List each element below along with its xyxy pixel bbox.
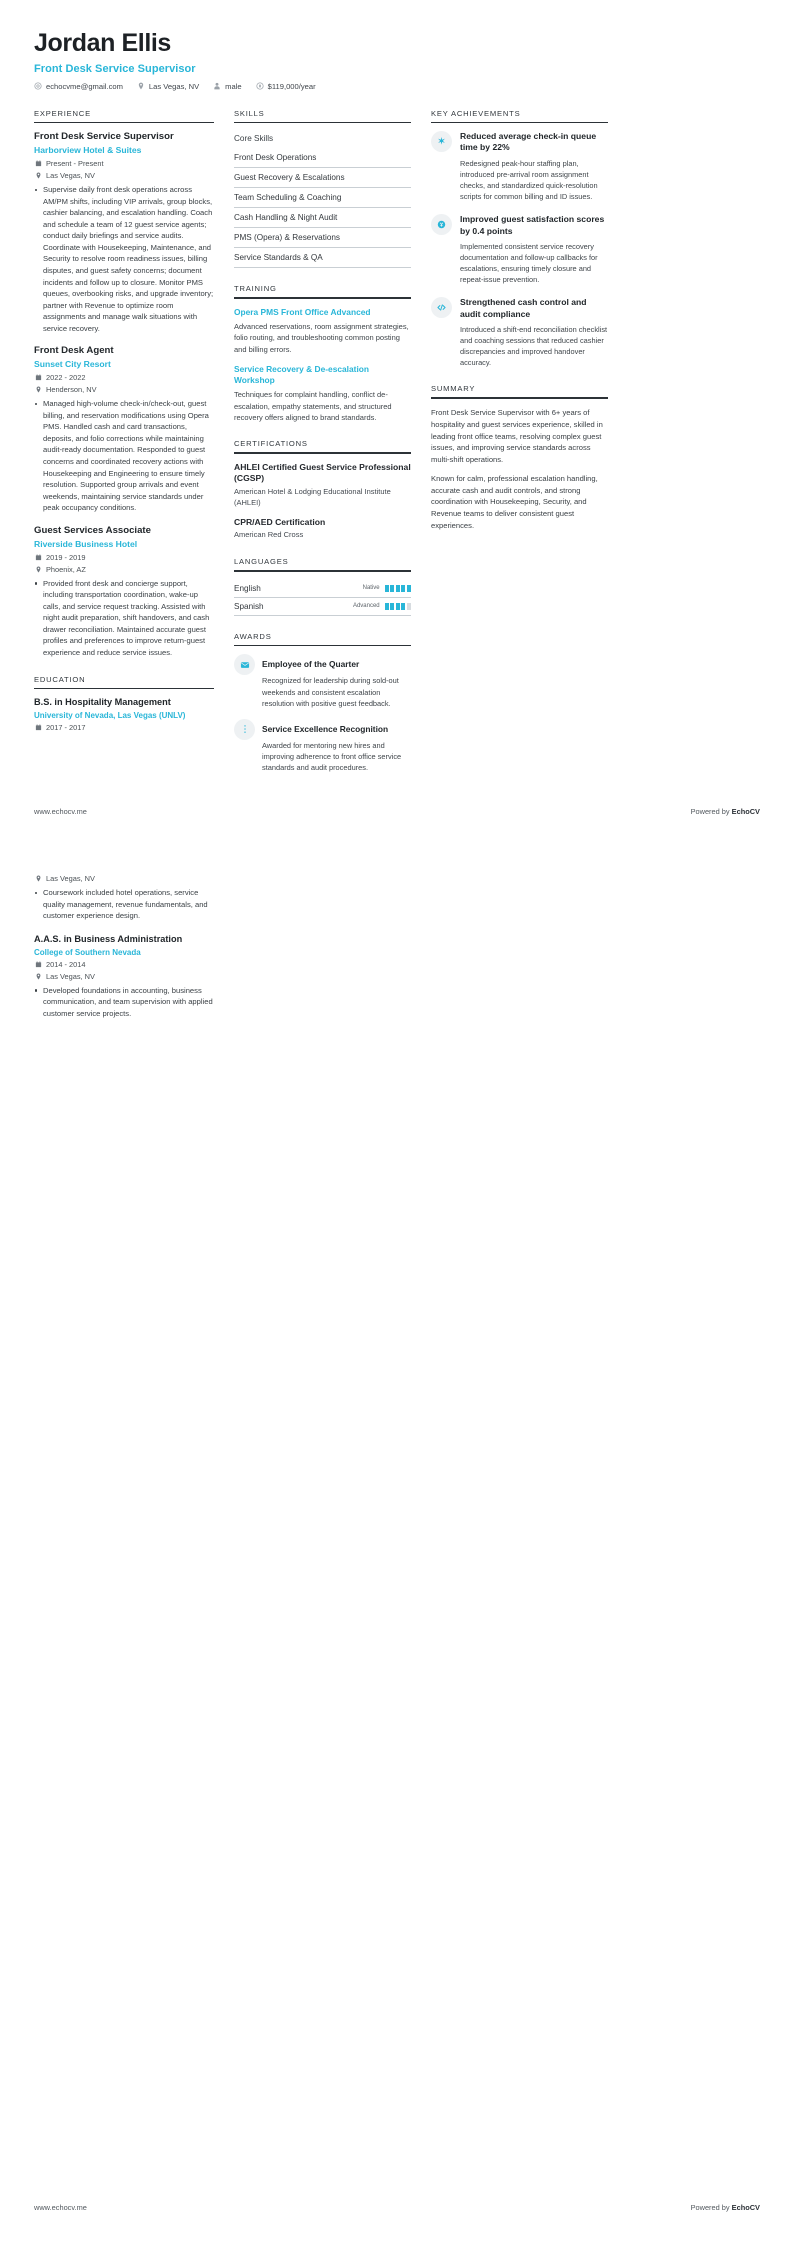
certifications-section-rule (234, 452, 411, 454)
education-section-rule (34, 688, 214, 690)
job-title: Front Desk Service Supervisor (34, 131, 174, 143)
summary-section (431, 384, 608, 531)
job-location-value: Phoenix, AZ (46, 564, 86, 574)
award-body (262, 654, 411, 708)
education-section-title: EDUCATION (34, 674, 86, 684)
education-degree: A.A.S. in Business Administration (34, 933, 183, 944)
training-title[interactable]: Opera PMS Front Office Advanced (234, 306, 371, 317)
summary-section-rule (431, 397, 608, 399)
page-two-education-continued (34, 874, 214, 1019)
award-title: Employee of the Quarter (262, 659, 360, 670)
footer-brand-name: EchoCV (731, 807, 760, 817)
location-icon (34, 565, 42, 573)
resume-header (34, 30, 760, 91)
location-icon (34, 386, 42, 394)
footer-brand (691, 2203, 760, 2212)
job-bullet: Supervise daily front desk operations across AM/PM shifts, including VIP arrivals, group blocks, cashier balancing, and escalation handling. Coach and schedule a team of 12 guest service agents; conduct daily briefings and service audits. Coordinate with Housekeeping, Maintenance, and Security to resolve room readiness issues, billing disputes, and guest safety concerns; document incidents and follow up to closure. Monitor PMS queues, overbooking risks, and upgrade inventory; partner with Revenue to optimize room assignments and manage walk situations with service recovery. (34, 184, 214, 334)
job-bullet: Provided front desk and concierge support, including transportation coordination, wake-up calls, and service request tracking. Assisted with night audit preparation, shift handovers, and cash drawer reconciliation. Maintained accurate guest profiles and preferences to improve return-guest experience and reduce service issues. (34, 578, 214, 659)
language-level: Native (362, 585, 380, 592)
training-title[interactable]: Service Recovery & De-escalation Workshop (234, 363, 370, 386)
job-location-value: Las Vegas, NV (46, 171, 95, 181)
award-entry (234, 654, 411, 708)
education-entry-continued (34, 874, 214, 922)
language-rating (353, 603, 411, 610)
language-dots (385, 585, 411, 592)
job-dates (34, 553, 214, 562)
language-dots (385, 603, 411, 610)
award-entry (234, 719, 411, 773)
education-bullets (34, 887, 214, 922)
certification-entry (234, 517, 411, 541)
job-dates-value: Present - Present (46, 159, 104, 169)
contact-gender-value: male (225, 81, 242, 91)
education-location-value: Las Vegas, NV (46, 874, 95, 884)
summary-paragraph: Front Desk Service Supervisor with 6+ years of hospitality and guest services experience, skilled in leading front office teams, resolving complex guest issues, and improving service standards across multi-shift operations. (431, 408, 603, 465)
languages-section-rule (234, 570, 411, 572)
education-entry (34, 934, 214, 1020)
experience-entry (34, 525, 214, 659)
footer-website[interactable]: www.echocv.me (34, 2203, 87, 2212)
training-section-title: TRAINING (234, 284, 277, 294)
achievement-body (460, 214, 608, 285)
education-dates-value: 2014 - 2014 (46, 959, 86, 969)
education-location (34, 874, 214, 883)
awards-section (234, 632, 411, 773)
education-entry (34, 697, 214, 732)
language-name: English (234, 583, 261, 593)
certifications-section-title: CERTIFICATIONS (234, 439, 308, 449)
experience-section (34, 109, 214, 659)
job-dates-value: 2022 - 2022 (46, 373, 86, 383)
right-column (431, 109, 608, 548)
code-icon (431, 297, 452, 318)
experience-section-title: EXPERIENCE (34, 108, 91, 118)
footer-powered-prefix: Powered by (690, 807, 732, 817)
contact-location (137, 82, 199, 91)
calendar-icon (34, 160, 42, 168)
page-two (0, 874, 794, 1019)
job-title: Front Desk Agent (34, 345, 114, 357)
job-dates-value: 2019 - 2019 (46, 552, 86, 562)
job-company[interactable]: Harborview Hotel & Suites (34, 145, 142, 156)
education-bullet: Coursework included hotel operations, service quality management, revenue fundamentals, and customer experience design. (34, 887, 214, 922)
training-section-rule (234, 297, 411, 299)
job-company[interactable]: Sunset City Resort (34, 359, 111, 370)
location-icon (34, 875, 42, 883)
achievement-title: Strengthened cash control and audit compliance (460, 297, 587, 319)
calendar-icon (34, 374, 42, 382)
calendar-icon (34, 724, 42, 732)
job-company[interactable]: Riverside Business Hotel (34, 538, 138, 549)
languages-section (234, 557, 411, 616)
award-envelope-icon (234, 654, 255, 675)
certification-title: AHLEI Certified Guest Service Professional (CGSP) (234, 461, 411, 484)
three-column-layout (34, 109, 760, 790)
key-achievements-section (431, 109, 608, 369)
person-icon (213, 82, 221, 90)
education-school[interactable]: University of Nevada, Las Vegas (UNLV) (34, 711, 186, 721)
page-one (0, 0, 794, 816)
contact-email (34, 82, 123, 91)
achievement-description: Implemented consistent service recovery documentation and follow-up callbacks for escalations, ensuring timely closure and repeat-issue prevention. (460, 241, 598, 285)
footer-brand-name: EchoCV (731, 2203, 760, 2212)
award-body (262, 719, 411, 773)
education-degree: B.S. in Hospitality Management (34, 697, 171, 708)
job-location (34, 385, 214, 394)
language-rating (363, 585, 411, 592)
achievement-entry (431, 297, 608, 368)
skill-item: Cash Handling & Night Audit (234, 208, 411, 228)
certification-entry (234, 462, 411, 509)
education-dates (34, 960, 214, 969)
job-bullets (34, 184, 214, 334)
location-icon (34, 172, 42, 180)
job-bullets (34, 578, 214, 659)
achievement-entry (431, 131, 608, 202)
skill-item: Service Standards & QA (234, 248, 411, 268)
email-icon (34, 82, 42, 90)
footer-website[interactable]: www.echocv.me (34, 807, 87, 817)
training-entry (234, 307, 411, 355)
achievement-title: Reduced average check-in queue time by 22% (460, 131, 597, 153)
summary-section-title: SUMMARY (431, 384, 476, 394)
location-icon (34, 972, 42, 980)
skills-section-title: SKILLS (234, 108, 265, 118)
contact-salary (256, 82, 316, 91)
footer-brand (691, 807, 760, 816)
page-two-footer (0, 2203, 794, 2212)
education-dates-value: 2017 - 2017 (46, 723, 86, 733)
summary-paragraph: Known for calm, professional escalation handling, accurate cash and audit controls, and strong coordination with Housekeeping, Security, and Revenue teams to deliver consistent guest experiences. (431, 473, 598, 530)
contact-email-value: echocvme@gmail.com (46, 81, 123, 91)
salary-icon (256, 82, 264, 90)
training-description: Advanced reservations, room assignment strategies, folio routing, and troubleshooting common posting and billing errors. (234, 322, 409, 354)
skill-item: PMS (Opera) & Reservations (234, 228, 411, 248)
skill-item: Guest Recovery & Escalations (234, 168, 411, 188)
training-description: Techniques for complaint handling, conflict de-escalation, empathy statements, and structured recovery offers aligned to brand standards. (234, 390, 392, 422)
training-entry (234, 364, 411, 423)
certification-title: CPR/AED Certification (234, 516, 326, 527)
education-bullet: Developed foundations in accounting, business communication, and team supervision with applied customer service projects. (34, 985, 214, 1020)
footer-powered-prefix: Powered by (690, 2203, 732, 2212)
key-achievements-section-rule (431, 122, 608, 124)
achievement-description: Introduced a shift-end reconciliation checklist and coaching sessions that reduced cashier discrepancies and improved handover accuracy. (460, 325, 608, 368)
page-one-footer (34, 807, 760, 816)
middle-column (234, 109, 411, 790)
languages-section-title: LANGUAGES (234, 557, 289, 567)
contact-gender (213, 82, 241, 91)
achievement-body (460, 131, 608, 202)
calendar-icon (34, 960, 42, 968)
skills-section (234, 109, 411, 269)
experience-entry (34, 345, 214, 513)
achievement-entry (431, 214, 608, 285)
skills-section-rule (234, 122, 411, 124)
achievement-body (460, 297, 608, 368)
key-achievements-section-title: KEY ACHIEVEMENTS (431, 108, 521, 118)
education-location-value: Las Vegas, NV (46, 971, 95, 981)
left-column (34, 109, 214, 749)
candidate-name: Jordan Ellis (34, 29, 171, 57)
training-section (234, 284, 411, 423)
language-row (234, 598, 411, 616)
language-row (234, 580, 411, 598)
awards-section-title: AWARDS (234, 631, 272, 641)
education-section (34, 675, 214, 733)
coin-icon (431, 214, 452, 235)
award-description: Awarded for mentoring new hires and improving adherence to front office service standards and audit procedures. (262, 740, 402, 772)
sparkle-icon (431, 131, 452, 152)
language-level: Advanced (352, 603, 380, 610)
education-location (34, 972, 214, 981)
education-dates (34, 723, 214, 732)
job-bullet: Managed high-volume check-in/check-out, guest billing, and reservation modifications using Opera PMS. Handled cash and card transactions, deposits, and folio corrections while maintaining audit-ready documentation. Responded to guest concerns and coordinated recovery actions with Housekeeping and Engineering to ensure timely resolution. Supported group arrivals and event weekends, maintaining service standards under peak occupancy conditions. (34, 398, 214, 513)
job-title: Guest Services Associate (34, 524, 151, 536)
award-medal-icon (234, 719, 255, 740)
skill-item: Team Scheduling & Coaching (234, 188, 411, 208)
certifications-section (234, 439, 411, 541)
award-title: Service Excellence Recognition (262, 723, 389, 734)
certification-org: American Hotel & Lodging Educational Institute (AHLEI) (234, 487, 391, 507)
achievement-title: Improved guest satisfaction scores by 0.4 points (460, 214, 605, 236)
job-dates (34, 373, 214, 382)
education-bullets (34, 985, 214, 1020)
calendar-icon (34, 553, 42, 561)
candidate-headline: Front Desk Service Supervisor (34, 62, 196, 75)
job-location (34, 565, 214, 574)
job-dates (34, 159, 214, 168)
award-description: Recognized for leadership during sold-out weekends and consistent escalation resolution with positive guest feedback. (262, 676, 399, 708)
job-location (34, 171, 214, 180)
awards-section-rule (234, 645, 411, 647)
certification-org: American Red Cross (234, 530, 304, 540)
skill-item: Front Desk Operations (234, 148, 411, 168)
contact-row (34, 82, 760, 91)
location-icon (137, 82, 145, 90)
achievement-description: Redesigned peak-hour staffing plan, introduced pre-arrival room assignment checks, and standardized quick-resolution scripts for common billing and ID issues. (460, 158, 598, 202)
experience-entry (34, 131, 214, 334)
job-bullets (34, 398, 214, 513)
experience-section-rule (34, 122, 214, 124)
skills-group-label: Core Skills (234, 134, 274, 144)
contact-salary-value: $119,000/year (267, 81, 316, 91)
education-school[interactable]: College of Southern Nevada (34, 947, 141, 957)
language-name: Spanish (234, 601, 264, 611)
contact-location-value: Las Vegas, NV (148, 81, 200, 91)
job-location-value: Henderson, NV (46, 385, 97, 395)
